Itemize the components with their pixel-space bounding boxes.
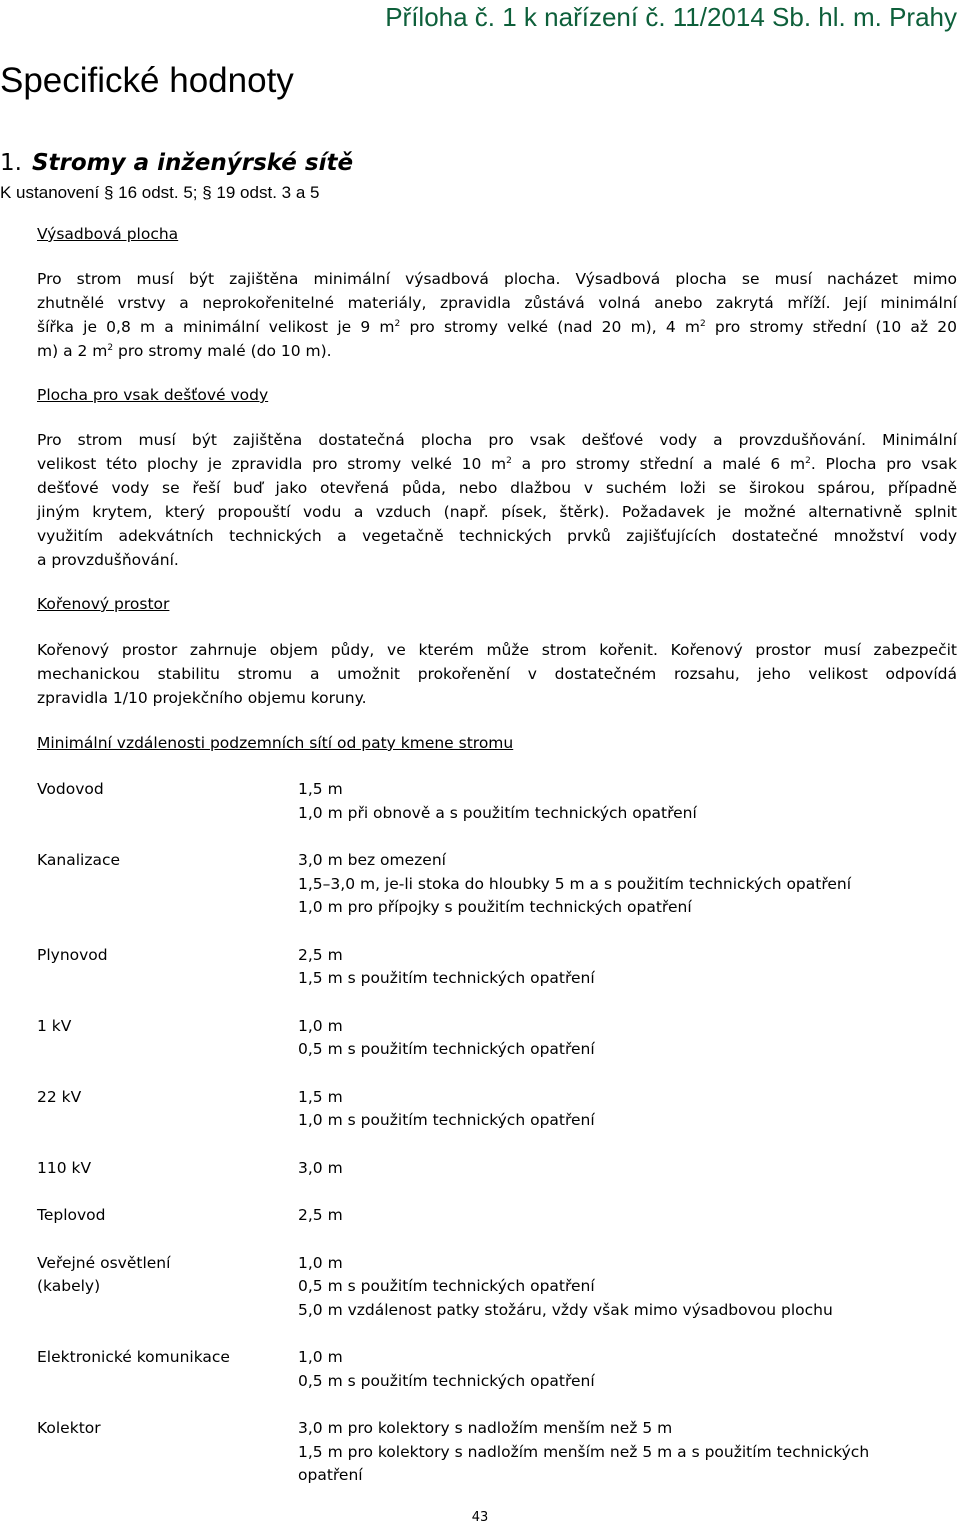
distance-value: 1,5–3,0 m, je-li stoka do hloubky 5 m a s použitím technických opatření: [298, 874, 852, 893]
paragraph-line: Kořenový prostor zahrnuje objem půdy, ve kterém může strom kořenit. Kořenový prostor musí zabezpečit: [37, 641, 957, 659]
page-number: 43: [471, 1510, 489, 1525]
paragraph-line: Pro strom musí být zajištěna dostatečná plocha pro vsak dešťové vody a provzdušňování. Minimální: [37, 431, 957, 449]
provision-reference: K ustanovení § 16 odst. 5; § 19 odst. 3 a 5: [0, 183, 320, 202]
annex-header: Příloha č. 1 k nařízení č. 11/2014 Sb. hl. m. Prahy: [385, 2, 957, 32]
distance-values: [298, 849, 938, 920]
distance-value: 3,0 m bez omezení: [298, 851, 446, 869]
paragraph-korenovy-prostor: [37, 638, 957, 710]
paragraph-line: velikost této plochy je zpravidla pro stromy velké 10 $m^2$ a pro stromy střední a malé 6 $m^2$. Plocha pro vsak: [37, 455, 957, 473]
subheading-minimalni-vzdalenosti: Minimální vzdálenosti podzemních sítí od paty kmene stromu: [37, 734, 514, 752]
paragraph-line: jiným krytem, který propouští vodu a vzduch (např. písek, štěrk). Požadavek je možné alternativně splnit: [37, 503, 957, 521]
network-name: [37, 1346, 287, 1370]
paragraph-line: dešťové vody se řeší buď jako otevřená půda, nebo dlažbou v suchém loži se širokou spárou, případně: [37, 479, 957, 497]
network-name: [37, 1252, 287, 1299]
network-name-line: Elektronické komunikace: [37, 1348, 230, 1366]
distance-value: 1,0 m: [298, 1348, 343, 1366]
network-name-line: (kabely): [37, 1277, 101, 1295]
distance-values: [298, 1086, 938, 1133]
network-name-line: Vodovod: [37, 780, 104, 798]
paragraph-plocha-pro-vsak: [37, 428, 957, 572]
distance-values: [298, 1417, 938, 1488]
distance-value: 0,5 m s použitím technických opatření: [298, 1040, 595, 1058]
paragraph-line: Pro strom musí být zajištěna minimální výsadbová plocha. Výsadbová plocha se musí nacházet mimo: [37, 270, 957, 288]
paragraph-line: zpravidla 1/10 projekčního objemu koruny.: [37, 689, 367, 707]
distance-value: 0,5 m s použitím technických opatření: [298, 1277, 595, 1295]
distance-values: [298, 944, 938, 991]
distance-value: 1,5 m s použitím technických opatření: [298, 969, 595, 987]
subheading-vysadbova-plocha: Výsadbová plocha: [37, 225, 179, 243]
distance-value: 1,0 m pro přípojky s použitím technických opatření: [298, 898, 692, 916]
distance-value: 5,0 m vzdálenost patky stožáru, vždy však mimo výsadbovou plochu: [298, 1300, 833, 1319]
distance-value: 1,5 m pro kolektory s nadložím menším než 5 m a s použitím technických: [298, 1442, 870, 1461]
section-number: 1.: [0, 150, 22, 176]
network-name: [37, 1086, 287, 1110]
subheading-korenovy-prostor: Kořenový prostor: [37, 595, 170, 613]
paragraph-line: mechanickou stabilitu stromu a umožnit prokořenění v dostatečném rozsahu, jeho velikost odpovídá: [37, 665, 957, 683]
paragraph-line: šířka je 0,8 m a minimální velikost je 9 $m^2$ pro stromy velké (nad 20 m), 4 $m^2$ pro stromy střední (10 až 20: [37, 318, 957, 336]
document-title: Specifické hodnoty: [0, 61, 294, 100]
paragraph-line: m) a 2 $m^2$ pro stromy malé (do 10 m).: [37, 342, 332, 360]
section-title: Stromy a inženýrské sítě: [31, 150, 354, 176]
distance-values: [298, 1204, 938, 1228]
paragraph-line: zhutnělé vrstvy a neprokořenitelné materiály, zpravidla zůstává volná anebo zakrytá mříží. Její minimální: [37, 294, 957, 312]
network-name-line: 110 kV: [37, 1158, 92, 1177]
distance-values: [298, 778, 938, 825]
network-name-line: Kolektor: [37, 1419, 101, 1437]
distance-values: [298, 1015, 938, 1062]
network-name-line: 22 kV: [37, 1087, 82, 1106]
network-name-line: Teplovod: [37, 1206, 106, 1224]
distance-value: 1,0 m: [298, 1016, 343, 1035]
distance-values: [298, 1346, 938, 1393]
network-name: [37, 1417, 287, 1441]
network-name: [37, 778, 287, 802]
distance-values: [298, 1157, 938, 1181]
distance-value: 1,0 m: [298, 1253, 343, 1272]
distance-value: 2,5 m: [298, 1206, 343, 1224]
network-name-line: 1 kV: [37, 1016, 72, 1035]
paragraph-line: využitím adekvátních technických a vegetačně technických prvků zajišťujících dostatečné množství vody: [37, 527, 957, 545]
distance-value: 0,5 m s použitím technických opatření: [298, 1371, 595, 1390]
network-name: [37, 944, 287, 968]
distance-value: opatření: [298, 1466, 363, 1484]
paragraph-vysadbova-plocha: [37, 267, 957, 363]
network-name-line: Veřejné osvětlení: [37, 1253, 171, 1272]
subheading-plocha-pro-vsak: Plocha pro vsak dešťové vody: [37, 386, 269, 404]
distance-value: 1,5 m: [298, 780, 343, 798]
distance-value: 1,0 m při obnově a s použitím technických opatření: [298, 803, 697, 822]
section-heading: [0, 146, 353, 180]
network-name: [37, 1015, 287, 1039]
network-name: [37, 849, 287, 873]
distance-value: 1,5 m: [298, 1087, 343, 1106]
distance-value: 2,5 m: [298, 945, 343, 964]
network-name: [37, 1204, 287, 1228]
network-name: [37, 1157, 287, 1181]
network-name-line: Plynovod: [37, 945, 108, 964]
paragraph-line: a provzdušňování.: [37, 551, 179, 569]
distance-value: 1,0 m s použitím technických opatření: [298, 1111, 595, 1129]
distance-value: 3,0 m pro kolektory s nadložím menším než 5 m: [298, 1419, 673, 1437]
distance-values: [298, 1252, 938, 1323]
distance-value: 3,0 m: [298, 1158, 343, 1177]
network-name-line: Kanalizace: [37, 851, 121, 869]
